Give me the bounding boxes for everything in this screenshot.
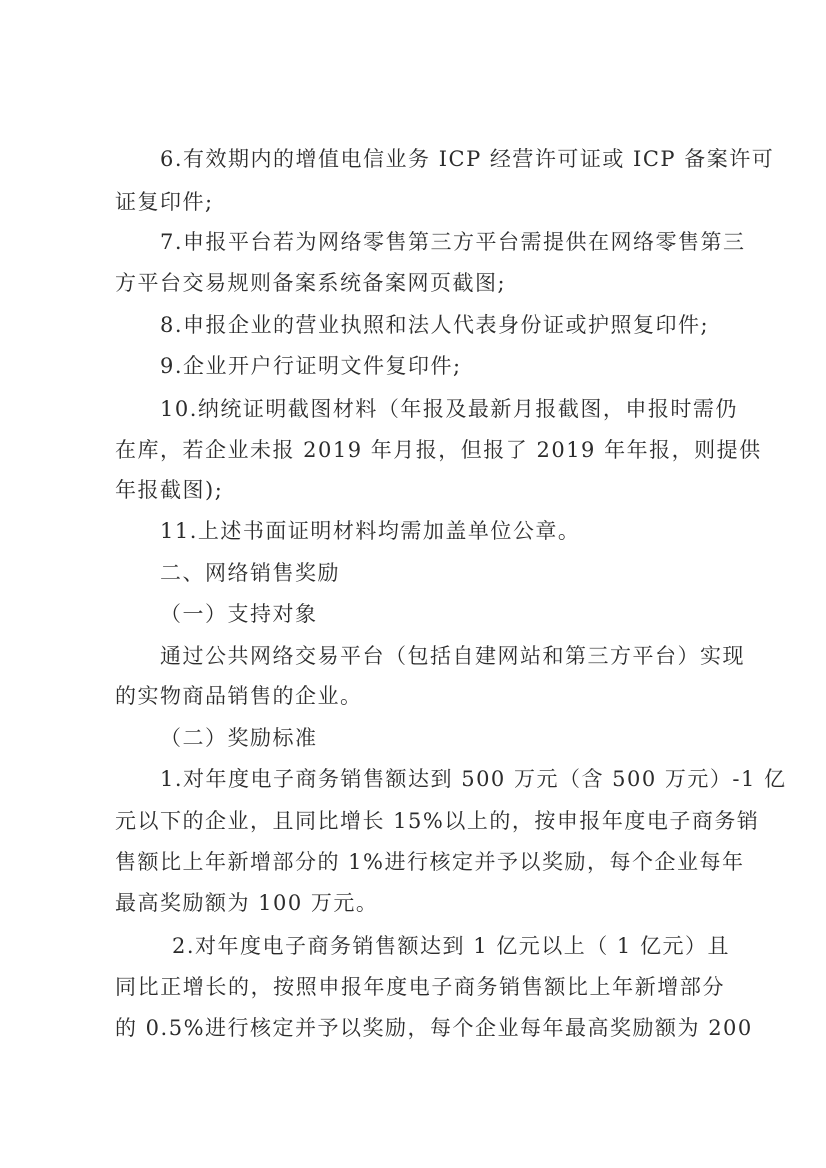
text-line: 9.企业开户行证明文件复印件; bbox=[160, 354, 462, 378]
text-line: 年报截图); bbox=[115, 478, 224, 502]
text-line: 通过公共网络交易平台（包括自建网站和第三方平台）实现 bbox=[160, 644, 745, 668]
text-line: 1.对年度电子商务销售额达到 500 万元（含 500 万元）-1 亿 bbox=[160, 767, 787, 791]
text-line: 的 0.5%进行核定并予以奖励，每个企业每年最高奖励额为 200 bbox=[115, 1016, 753, 1040]
text-line: 的实物商品销售的企业。 bbox=[115, 684, 363, 708]
text-line: 8.申报企业的营业执照和法人代表身份证或护照复印件; bbox=[160, 313, 710, 337]
text-line: 元以下的企业，且同比增长 15%以上的，按申报年度电子商务销 bbox=[115, 809, 760, 833]
text-line: 售额比上年新增部分的 1%进行核定并予以奖励，每个企业每年 bbox=[115, 850, 745, 874]
text-line: 同比正增长的，按照申报年度电子商务销售额比上年新增部分 bbox=[115, 975, 725, 999]
text-line: 11.上述书面证明材料均需加盖单位公章。 bbox=[160, 519, 581, 543]
text-line: 最高奖励额为 100 万元。 bbox=[115, 891, 379, 915]
text-line: 6.有效期内的增值电信业务 ICP 经营许可证或 ICP 备案许可 bbox=[160, 147, 775, 171]
subsection-heading: （二）奖励标准 bbox=[160, 726, 318, 750]
text-line: 在库，若企业未报 2019 年月报，但报了 2019 年年报，则提供 bbox=[115, 438, 762, 462]
section-heading: 二、网络销售奖励 bbox=[160, 561, 340, 585]
text-line: 方平台交易规则备案系统备案网页截图; bbox=[115, 271, 507, 295]
text-line: 证复印件; bbox=[115, 190, 214, 214]
text-line: 2.对年度电子商务销售额达到 1 亿元以上（ 1 亿元）且 bbox=[172, 934, 730, 958]
text-line: 10.纳统证明截图材料（年报及最新月报截图，申报时需仍 bbox=[160, 397, 738, 421]
text-line: 7.申报平台若为网络零售第三方平台需提供在网络零售第三 bbox=[160, 230, 746, 254]
subsection-heading: （一）支持对象 bbox=[160, 602, 318, 626]
